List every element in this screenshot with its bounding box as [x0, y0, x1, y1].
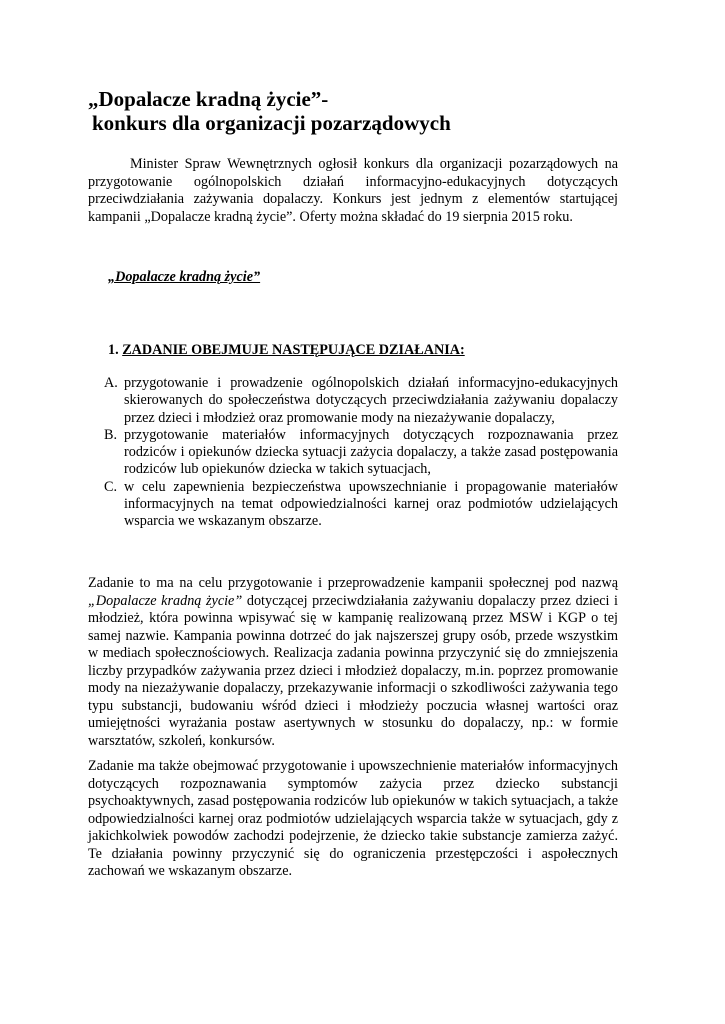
campaign-paragraph-start: Zadanie to ma na celu przygotowanie i przeprowadzenie kampanii społecznej pod nazwą: [88, 575, 618, 591]
materials-paragraph: Zadanie ma także obejmować przygotowanie i upowszechnienie materiałów informacyjnych dotyczących rozpoznawania symptomów zażycia przez dziecko substancji psychoaktywnych, zasad postępowania rodziców lub opiekunów w takich sytuacjach, a także odpowiedzialności karnej oraz podmiotów udzielających wsparcia także w sytuacjach, gdy z jakichkolwiek powodów zachodzi podejrzenie, że dziecko takie substancje zamierza zażyć. Te działania powinny przyczynić się do ograniczenia przestępczości i aspołecznych zachowań we wskazanym obszarze.: [88, 758, 618, 879]
list-item-text: przygotowanie i prowadzenie ogólnopolskich działań informacyjno-edukacyjnych skierowanych do społeczeństwa dotyczących przeciwdziałania zażywaniu dopalaczy przez dzieci i młodzież oraz promowanie mody na niezażywanie dopalaczy,: [124, 375, 618, 426]
list-item-text: przygotowanie materiałów informacyjnych dotyczących rozpoznawania przez rodziców i opiekunów dziecka sytuacji zażycia dopalaczy, a także zasad postępowania rodziców lub opiekunów dziecka w takich sytuacjach,: [124, 426, 618, 478]
campaign-subheading: „Dopalacze kradną życie”: [108, 269, 261, 285]
list-item: [88, 427, 618, 479]
title-line-1: „Dopalacze kradną życie”-: [88, 87, 329, 111]
list-item: [88, 479, 618, 531]
actions-list: [88, 375, 618, 531]
list-marker: C.: [104, 478, 118, 495]
campaign-name-italic: „Dopalacze kradną życie”: [88, 592, 243, 609]
campaign-paragraph-end: dotyczącej przeciwdziałania zażywaniu dopalaczy przez dzieci i młodzież, która powinna wpisywać się w kampanię realizowaną przez MSW i KGP o tej samej nazwie. Kampania powinna dotrzeć do jak najszerszej grupy osób, przede wszystkim w mediach społecznościowych. Realizacja zadania powinna przyczynić się do zmniejszenia liczby przypadków zażywania przez dzieci i młodzież dopalaczy, m.in. poprzez promowanie mody na niezażywanie dopalaczy, przekazywanie informacji o szkodliwości zażywania tego typu substancji, budowaniu wśród dzieci i młodzieży poczucia własnej wartości oraz umiejętności wyrażania postaw asertywnych w stosunku do dopalaczy, np.: w formie warsztatów, szkoleń, konkursów.: [88, 592, 618, 749]
list-marker: B.: [104, 426, 118, 443]
section-number: 1.: [108, 342, 119, 358]
campaign-paragraph: [88, 575, 618, 750]
list-marker: A.: [104, 375, 118, 391]
list-item: [88, 375, 618, 427]
page-title: [88, 87, 648, 135]
title-line-2: konkurs dla organizacji pozarządowych: [92, 111, 451, 135]
list-item-text: w celu zapewnienia bezpieczeństwa upowszechnianie i propagowanie materiałów informacyjnych na temat odpowiedzialności karnej oraz podmiotów udzielających wsparcia we wskazanym obszarze.: [124, 478, 618, 530]
intro-paragraph: Minister Spraw Wewnętrznych ogłosił konkurs dla organizacji pozarządowych na przygotowanie ogólnopolskich działań informacyjno-edukacyjnych dotyczących przeciwdziałania zażywania dopalaczy. Konkurs jest jednym z elementów startującej kampanii „Dopalacze kradną życie”. Oferty można składać do 19 sierpnia 2015 roku.: [88, 156, 618, 225]
section-heading: [108, 342, 465, 359]
section-label: ZADANIE OBEJMUJE NASTĘPUJĄCE DZIAŁANIA:: [122, 342, 465, 358]
